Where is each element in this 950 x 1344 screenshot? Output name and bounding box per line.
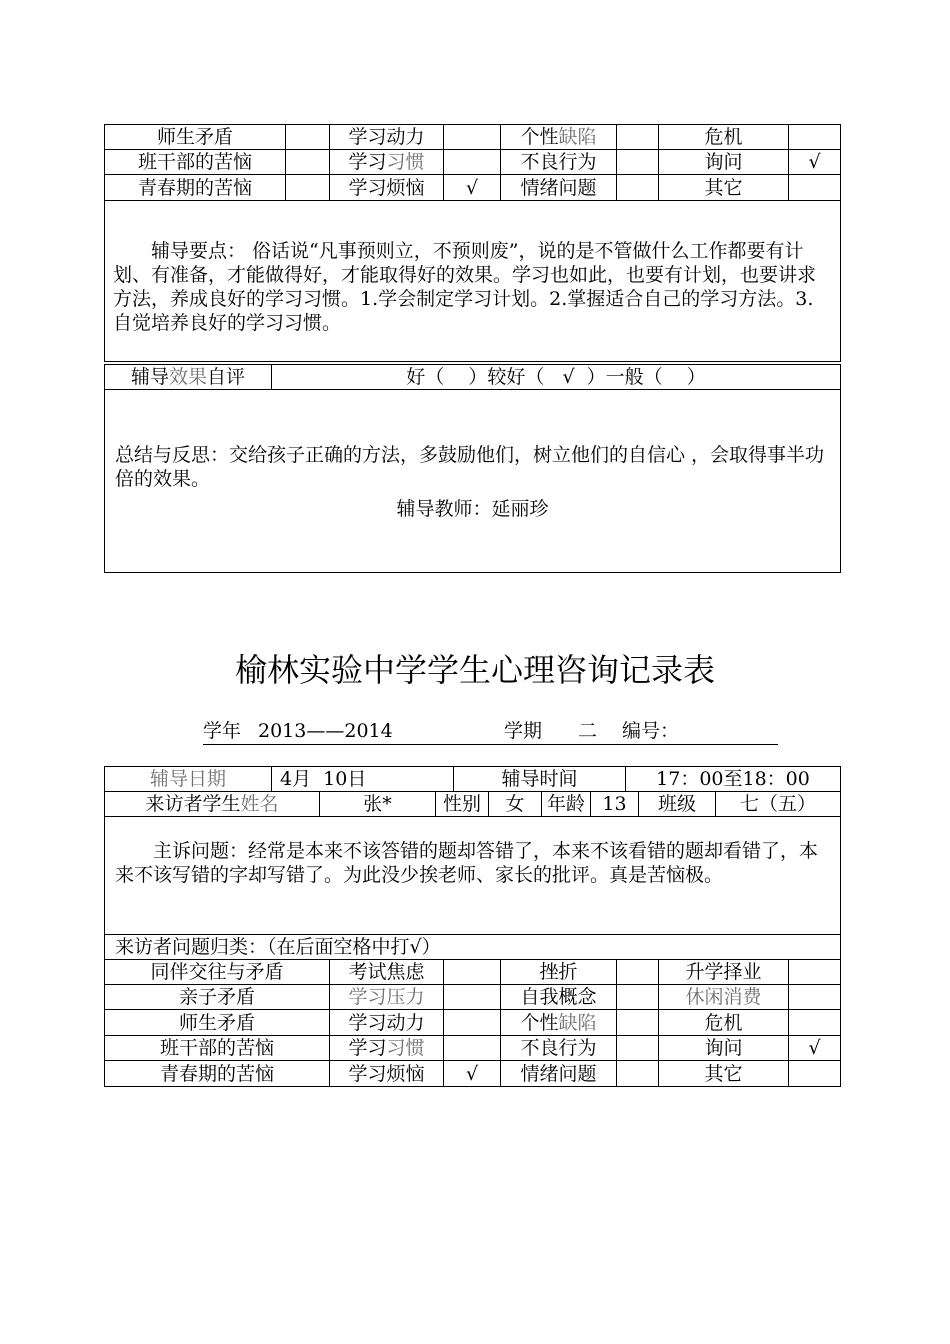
- table-row: [105, 985, 841, 1010]
- name-value: 张*: [320, 792, 436, 817]
- category-cell: 情绪问题: [501, 1061, 617, 1087]
- bottom-category-table-rows: [104, 984, 841, 1087]
- category-cell: 学习习惯: [330, 1036, 444, 1061]
- date-time-table: [104, 766, 841, 792]
- category-cell: 师生矛盾: [105, 125, 286, 150]
- check-cell: [789, 125, 841, 150]
- table-row: [105, 201, 841, 362]
- category-cell: 情绪问题: [501, 175, 617, 201]
- check-cell: [444, 985, 501, 1010]
- form-subtitle-line: [203, 718, 778, 745]
- summary-cell: [105, 390, 841, 573]
- gender-value: 女: [489, 792, 542, 817]
- category-instruction: 来访者问题归类：（在后面空格中打√）: [105, 935, 841, 960]
- year-label: 学年: [203, 720, 242, 742]
- complaint-table: [104, 816, 841, 960]
- category-cell: 青春期的苦恼: [105, 175, 286, 201]
- check-cell: √: [789, 1036, 841, 1061]
- age-value: 13: [591, 792, 639, 817]
- table-row: [105, 1061, 841, 1087]
- year-value: 2013——2014: [258, 720, 393, 742]
- date-label: 辅导日期: [105, 767, 272, 792]
- guidance-cell: [105, 201, 841, 362]
- category-cell: 其它: [659, 175, 789, 201]
- table-row: [105, 792, 841, 817]
- check-cell: [617, 1061, 659, 1087]
- category-cell: 挫折: [501, 960, 617, 985]
- check-cell: [444, 150, 501, 175]
- top-category-table: [104, 124, 841, 362]
- student-info-table: [104, 791, 841, 817]
- teacher-signature: 辅导教师：延丽珍: [396, 498, 549, 520]
- category-cell: 青春期的苦恼: [105, 1061, 330, 1087]
- table-row: [105, 125, 841, 150]
- number-label: 编号：: [622, 720, 680, 742]
- category-cell: 考试焦虑: [330, 960, 444, 985]
- table-row: [105, 817, 841, 935]
- bottom-category-table: [104, 959, 841, 985]
- table-row: [105, 390, 841, 573]
- category-cell: 学习压力: [330, 985, 444, 1010]
- check-cell: [617, 175, 659, 201]
- table-row: [105, 175, 841, 201]
- category-cell: 同伴交往与矛盾: [105, 960, 330, 985]
- table-row: [105, 767, 841, 792]
- term-value: 二: [578, 720, 598, 742]
- time-value: 17：00至18：00: [626, 767, 841, 792]
- evaluation-options: 好（ ）较好（ √ ）一般（ ）: [272, 365, 841, 390]
- category-cell: 班干部的苦恼: [105, 1036, 330, 1061]
- table-row: [105, 365, 841, 390]
- check-cell: [286, 125, 330, 150]
- category-cell: 学习烦恼: [330, 175, 444, 201]
- category-cell: 休闲消费: [659, 985, 789, 1010]
- check-cell: [789, 1061, 841, 1087]
- check-cell: [444, 1010, 501, 1036]
- evaluation-label: 辅导效果自评: [105, 365, 272, 390]
- check-cell: [444, 1036, 501, 1061]
- category-cell: 亲子矛盾: [105, 985, 330, 1010]
- check-cell: [789, 985, 841, 1010]
- check-cell: [286, 150, 330, 175]
- table-row: [105, 1036, 841, 1061]
- category-cell: 升学择业: [659, 960, 789, 985]
- category-cell: 危机: [659, 125, 789, 150]
- category-cell: 个性缺陷: [501, 1010, 617, 1036]
- table-row: [105, 935, 841, 960]
- check-cell: [444, 960, 501, 985]
- class-label: 班级: [639, 792, 716, 817]
- category-cell: 询问: [659, 150, 789, 175]
- category-cell: 不良行为: [501, 150, 617, 175]
- check-cell: [617, 150, 659, 175]
- category-cell: 不良行为: [501, 1036, 617, 1061]
- table-row: [105, 150, 841, 175]
- category-cell: 班干部的苦恼: [105, 150, 286, 175]
- check-cell: [617, 1010, 659, 1036]
- category-cell: 学习动力: [330, 125, 444, 150]
- category-cell: 学习动力: [330, 1010, 444, 1036]
- summary-text: 总结与反思：交给孩子正确的方法，多鼓励他们，树立他们的自信心 ，会取得事半功倍的效果。: [115, 444, 825, 490]
- check-cell: [789, 175, 841, 201]
- category-cell: 危机: [659, 1010, 789, 1036]
- check-cell: [617, 960, 659, 985]
- check-cell: [789, 1010, 841, 1036]
- check-cell: [617, 985, 659, 1010]
- category-cell: 个性缺陷: [501, 125, 617, 150]
- check-cell: √: [444, 175, 501, 201]
- complaint-text: 主诉问题：经常是本来不该答错的题却答错了，本来不该看错的题却看错了，本来不该写错的字却写错了。为此没少挨老师、家长的批评。真是苦恼极。: [115, 840, 819, 886]
- category-cell: 其它: [659, 1061, 789, 1087]
- check-cell: [286, 175, 330, 201]
- category-cell: 师生矛盾: [105, 1010, 330, 1036]
- category-cell: 学习烦恼: [330, 1061, 444, 1087]
- age-label: 年龄: [542, 792, 591, 817]
- table-row: [105, 960, 841, 985]
- time-label: 辅导时间: [454, 767, 626, 792]
- form-title: 榆林实验中学学生心理咨询记录表: [234, 651, 715, 689]
- category-cell: 询问: [659, 1036, 789, 1061]
- check-cell: [789, 960, 841, 985]
- guidance-text: 辅导要点： 俗话说“凡事预则立，不预则废”，说的是不管做什么工作都要有计划、有准备，才能做得好，才能取得好的效果。学习也如此，也要有计划，也要讲求方法，养成良好的学习习惯。1.学会制定学习计划。2.掌握适合自己的学习方法。3.自觉培养良好的学习习惯。: [113, 240, 817, 334]
- evaluation-table: [104, 364, 841, 573]
- category-cell: 自我概念: [501, 985, 617, 1010]
- term-label: 学期: [504, 720, 543, 742]
- check-cell: √: [444, 1061, 501, 1087]
- gender-label: 性别: [436, 792, 489, 817]
- check-cell: [617, 1036, 659, 1061]
- check-cell: [617, 125, 659, 150]
- check-cell: √: [789, 150, 841, 175]
- table-row: [105, 1010, 841, 1036]
- class-value: 七（五）: [716, 792, 841, 817]
- name-label: 来访者学生姓名: [105, 792, 320, 817]
- complaint-cell: [105, 817, 841, 935]
- category-cell: 学习习惯: [330, 150, 444, 175]
- date-value: 4月 10日: [272, 767, 454, 792]
- check-cell: [444, 125, 501, 150]
